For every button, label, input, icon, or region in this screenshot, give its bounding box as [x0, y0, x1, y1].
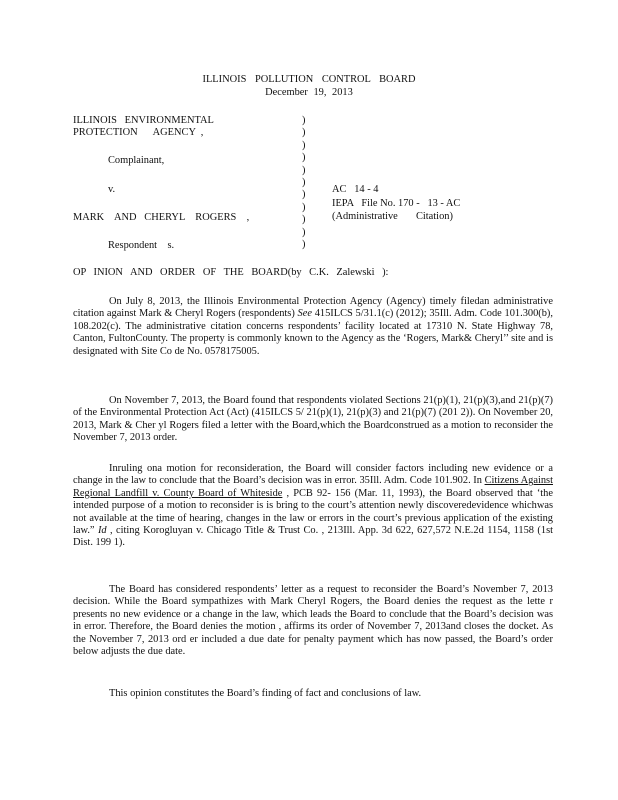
- complainant-name-line1: ILLINOIS ENVIRONMENTAL: [73, 115, 214, 126]
- caption-paren: ): [302, 115, 306, 126]
- respondent-role: Respondent s.: [108, 240, 175, 251]
- case-citation: Citizens Against Regional Landfill v. County Board of Whiteside: [73, 475, 553, 499]
- caption-parentheses: [302, 115, 310, 251]
- paragraph-1-text-b: 415ILCS 5/31.1(c) (2012); 35Ill. Adm. Code 101.300(b), 108.202(c). The administrative citation concerns respondents’ facility located at 17310 N. State Highway 78, Canton, FultonCounty. The property is commonly known to the Agency as the ‘Rogers, Mark& Cheryl’’ site and is designated with Site Co de No. 0578175005.: [73, 308, 553, 357]
- id-signal: Id: [97, 525, 107, 537]
- caption-paren: ): [302, 201, 306, 213]
- caption-paren: ): [302, 226, 306, 238]
- caption-paren: ): [302, 127, 306, 139]
- paragraph-3: [73, 463, 553, 550]
- paragraph-1: [73, 296, 553, 358]
- document-date: December 19, 2013: [265, 87, 353, 98]
- opinion-heading: OP INION AND ORDER OF THE BOARD(by C.K. Zalewski ):: [73, 267, 389, 278]
- iepa-file-number: IEPA File No. 170 - 13 - AC: [332, 198, 461, 209]
- paragraph-1-text-a: On July 8, 2013, the Illinois Environmental Protection Agency (Agency) timely filedan administrative citation against Mark & Cheryl Rogers (respondents): [73, 296, 553, 320]
- see-signal: See: [297, 308, 312, 320]
- respondent-name: MARK AND CHERYL ROGERS ,: [73, 212, 250, 223]
- complainant-name-line2: PROTECTION AGENCY ,: [73, 127, 204, 138]
- caption-paren: ): [302, 214, 306, 226]
- complainant-role: Complainant,: [108, 155, 165, 166]
- case-type: (Administrative Citation): [332, 211, 453, 222]
- paragraph-5: This opinion constitutes the Board’s finding of fact and conclusions of law.: [109, 688, 422, 699]
- paragraph-3-text-a: Inruling ona motion for reconsideration, the Board will consider factors including new evidence or a change in the law to conclude that the Board’s decision was in error. 35Ill. Adm. Code 101.902. In: [73, 463, 553, 487]
- caption-paren: ): [302, 152, 306, 164]
- caption-paren: ): [302, 177, 306, 189]
- caption-paren: ): [302, 139, 306, 151]
- caption-paren: ): [302, 164, 306, 176]
- caption-paren: ): [302, 239, 306, 251]
- paragraph-2: On November 7, 2013, the Board found that respondents violated Sections 21(p)(1), 21(p)(3),and 21(p)(7) of the Environmental Protection Act (Act) (415ILCS 5/ 21(p)(1), 21(p)(3) and 21(p)(7) (201 2)). On November 20, 2013, Mark & Cher yl Rogers filed a letter with the Board,which the Boardconstrued as a motion to reconsider the November 7, 2013 order.: [73, 395, 553, 444]
- caption-paren: ): [302, 189, 306, 201]
- case-number: AC 14 - 4: [332, 184, 379, 195]
- paragraph-3-text-b: , PCB 92- 156 (Mar. 11, 1993), the Board observed that ‘the intended purpose of a motion to reconsider is is bring to the court’s attention newly discoveredevidence whichwas not available at the time of hearing, changes in the law or errors in the court’s previous application of the existing law.”: [73, 487, 553, 537]
- versus-label: v.: [108, 184, 116, 195]
- board-title: ILLINOIS POLLUTION CONTROL BOARD: [202, 74, 416, 85]
- paragraph-4: The Board has considered respondents’ letter as a request to reconsider the Board’s November 7, 2013 decision. While the Board sympathizes with Mark Cheryl Rogers, the Board denies the request as the lette r presents no new evidence or a change in the law, which leads the Board to conclude that the Board’s decision was in error. Therefore, the Board denies the motion , affirms its order of November 7, 2013and closes the docket. As the November 7, 2013 ord er included a due date for penalty payment which has now passed, the Board’s order below adjusts the due date.: [73, 584, 553, 658]
- paragraph-3-text-c: , citing Korogluyan v. Chicago Title & Trust Co. , 213Ill. App. 3d 622, 627,572 N.E.2d 1154, 1158 (1st Dist. 199 1).: [73, 525, 553, 549]
